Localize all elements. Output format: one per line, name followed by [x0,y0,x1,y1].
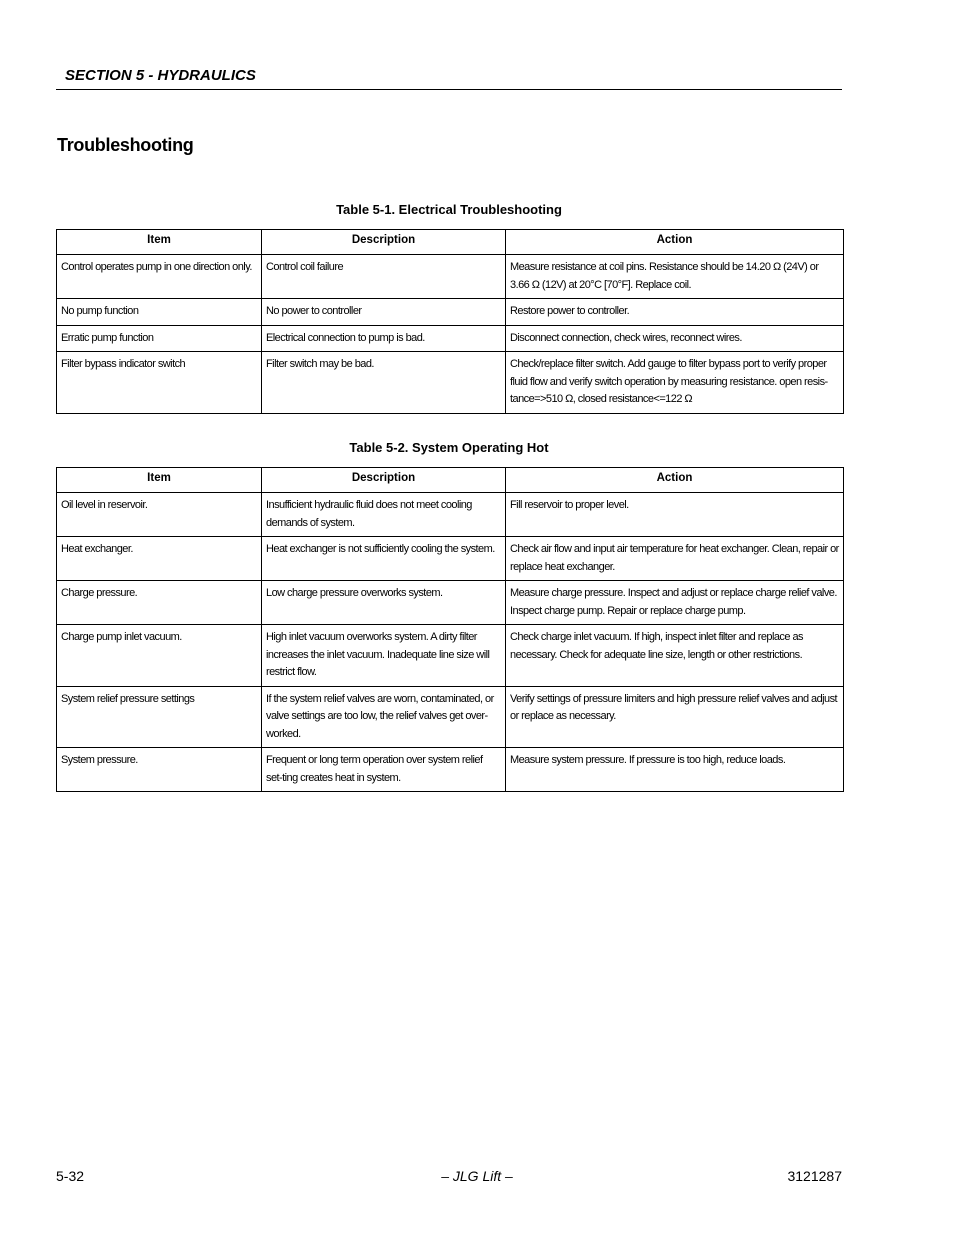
cell-action: Measure system pressure. If pressure is too high, reduce loads. [506,748,844,792]
footer-brand: – JLG Lift – [441,1168,513,1184]
cell-action: Disconnect connection, check wires, reconnect wires. [506,325,844,352]
column-header-action: Action [506,230,844,255]
table-row [57,748,844,792]
page-title: Troubleshooting [57,135,194,155]
cell-item: Filter bypass indicator switch [57,352,262,414]
table-row [57,299,844,326]
cell-action: Check/replace filter switch. Add gauge to filter bypass port to verify proper fluid flow and verify switch operation by measuring resistance. open resis-tance=>510 Ω, closed resistance<=122 Ω [506,352,844,414]
table-row [57,581,844,625]
electrical-troubleshooting-table [56,229,844,414]
cell-action: Restore power to controller. [506,299,844,326]
section-title: SECTION 5 - HYDRAULICS [65,67,256,84]
cell-item: Oil level in reservoir. [57,493,262,537]
cell-description: Low charge pressure overworks system. [262,581,506,625]
table-row [57,686,844,748]
column-header-item: Item [57,468,262,493]
table-row [57,325,844,352]
cell-item: Control operates pump in one direction only. [57,255,262,299]
table-row [57,537,844,581]
cell-item: System pressure. [57,748,262,792]
cell-action: Measure resistance at coil pins. Resistance should be 14.20 Ω (24V) or 3.66 Ω (12V) at 20°C [70°F]. Replace coil. [506,255,844,299]
cell-item: No pump function [57,299,262,326]
cell-action: Check charge inlet vacuum. If high, inspect inlet filter and replace as necessary. Check for adequate line size, length or other restrictions. [506,625,844,687]
table-row [57,493,844,537]
page-header [56,64,842,90]
cell-description: Control coil failure [262,255,506,299]
cell-item: Heat exchanger. [57,537,262,581]
cell-item: Erratic pump function [57,325,262,352]
column-header-item: Item [57,230,262,255]
table-header-row [57,230,844,255]
table-row [57,255,844,299]
cell-action: Verify settings of pressure limiters and high pressure relief valves and adjust or replace as necessary. [506,686,844,748]
table-header-row [57,468,844,493]
cell-item: System relief pressure settings [57,686,262,748]
cell-description: Frequent or long term operation over system relief set-ting creates heat in system. [262,748,506,792]
cell-description: Heat exchanger is not sufficiently cooling the system. [262,537,506,581]
cell-item: Charge pump inlet vacuum. [57,625,262,687]
column-header-action: Action [506,468,844,493]
cell-description: No power to controller [262,299,506,326]
table2-caption: Table 5-2. System Operating Hot [349,440,549,455]
cell-description: Insufficient hydraulic fluid does not meet cooling demands of system. [262,493,506,537]
cell-description: If the system relief valves are worn, contaminated, or valve settings are too low, the relief valves get over-worked. [262,686,506,748]
cell-description: Filter switch may be bad. [262,352,506,414]
column-header-description: Description [262,468,506,493]
table-row [57,352,844,414]
document-number: 3121287 [787,1168,842,1184]
cell-action: Fill reservoir to proper level. [506,493,844,537]
cell-description: High inlet vacuum overworks system. A dirty filter increases the inlet vacuum. Inadequate line size will restrict flow. [262,625,506,687]
table1-caption: Table 5-1. Electrical Troubleshooting [336,202,562,217]
cell-action: Measure charge pressure. Inspect and adjust or replace charge relief valve. Inspect charge pump. Repair or replace charge pump. [506,581,844,625]
cell-item: Charge pressure. [57,581,262,625]
column-header-description: Description [262,230,506,255]
cell-action: Check air flow and input air temperature for heat exchanger. Clean, repair or replace heat exchanger. [506,537,844,581]
cell-description: Electrical connection to pump is bad. [262,325,506,352]
table-row [57,625,844,687]
page-number: 5-32 [56,1168,85,1184]
system-operating-hot-table [56,467,844,792]
